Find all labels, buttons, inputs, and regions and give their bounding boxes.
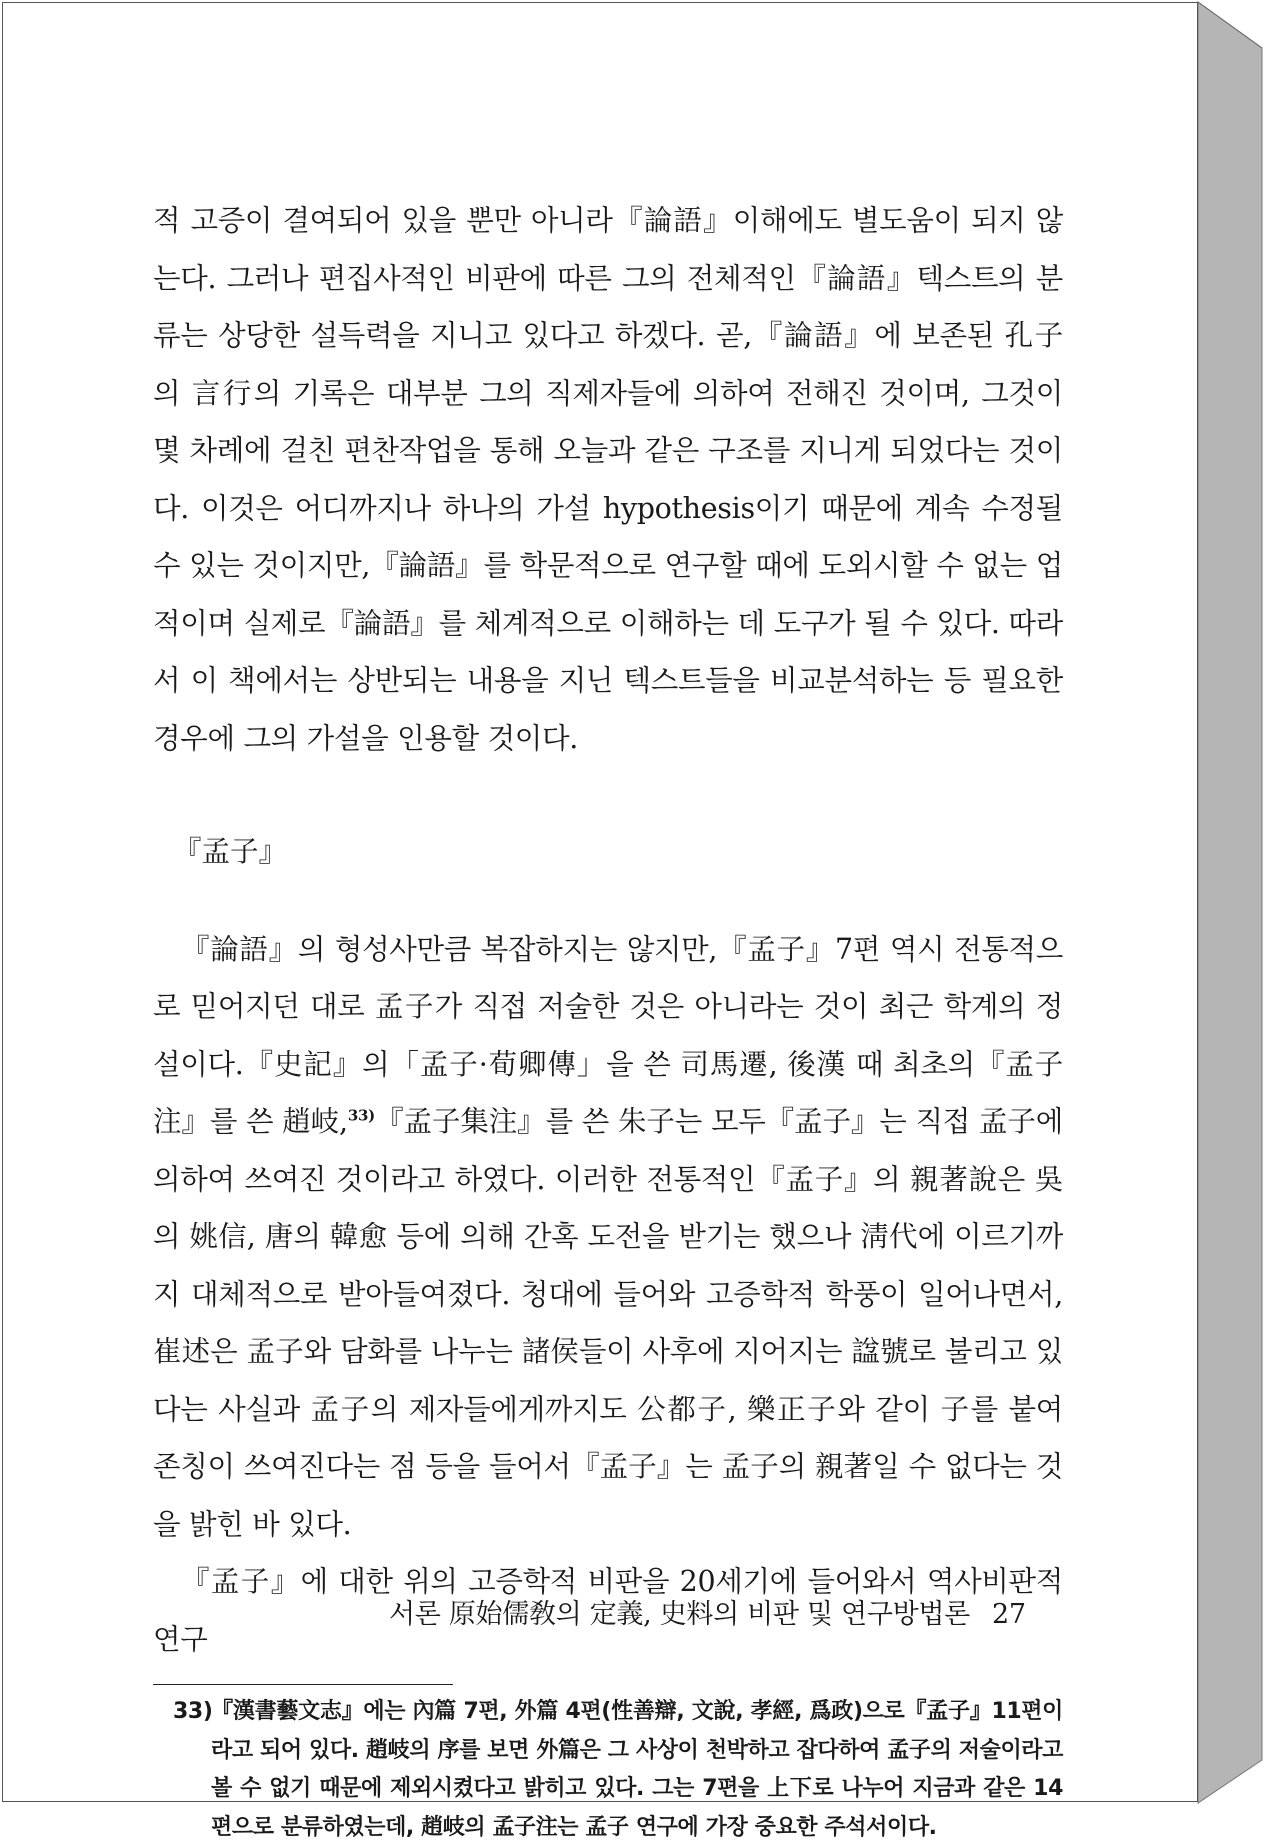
- body-paragraph-2: [153, 921, 1063, 1554]
- footnote-33: [173, 1693, 1063, 1847]
- footnote-reference: 33): [347, 1106, 375, 1125]
- book-page: [2, 2, 1198, 1840]
- running-footer: [389, 1590, 1029, 1640]
- footnote-number: 33): [173, 1699, 213, 1724]
- body-paragraph-3: 『孟子』에 대한 위의 고증학적 비판을 20세기에 들어와서 역사비판적 연구: [153, 1565, 1063, 1656]
- running-footer-title: 서론 原始儒敎의 定義, 史料의 비판 및 연구방법론: [389, 1599, 970, 1630]
- body-paragraph-1: 적 고증이 결여되어 있을 뿐만 아니라『論語』이해에도 별도움이 되지 않는다. 그러나 편집사적인 비판에 따른 그의 전체적인『論語』텍스트의 분류는 상당한 설득력을 지니고 있다고 하겠다. 곧,『論語』에 보존된 孔子의 言行의 기록은 대부분 그의 직제자들에 의하여 전해진 것이며, 그것이 몇 차례에 걸친 편찬작업을 통해 오늘과 같은 구조를 지니게 되었다는 것이다. 이것은 어디까지나 하나의 가설 hypothesis이기 때문에 계속 수정될 수 있는 것이지만,『論語』를 학문적으로 연구할 때에 도외시할 수 없는 업적이며 실제로『論語』를 체계적으로 이해하는 데 도구가 될 수 있다. 따라서 이 책에서는 상반되는 내용을 지닌 텍스트들을 비교분석하는 등 필요한 경우에 그의 가설을 인용할 것이다.: [153, 204, 1063, 755]
- footnote-divider: [153, 1684, 453, 1685]
- body-paragraph-2-rest: 『孟子集注』를 쓴 朱子는 모두『孟子』는 직접 孟子에 의하여 쓰여진 것이라고 하였다. 이러한 전통적인『孟子』의 親著說은 吳의 姚信, 唐의 韓愈 등에 의해 간혹 도전을 받기는 했으나 淸代에 이르기까지 대체적으로 받아들여졌다. 청대에 들어와 고증학적 학풍이 일어나면서, 崔述은 孟子와 담화를 나누는 諸侯들이 사후에 지어지는 諡號로 불리고 있다는 사실과 孟子의 제자들에게까지도 公都子, 樂正子와 같이 子를 붙여 존칭이 쓰여진다는 점 등을 들어서『孟子』는 孟子의 親著일 수 없다는 것을 밝힌 바 있다.: [153, 1105, 1063, 1541]
- page-number: 27: [991, 1599, 1026, 1630]
- footnote-text: 『漢書藝文志』에는 內篇 7편, 外篇 4편(性善辯, 文說, 孝經, 爲政)으로『孟子』11편이라고 되어 있다. 趙岐의 序를 보면 外篇은 그 사상이 천박하고 잡다하여 孟子의 저술이라고 볼 수 없기 때문에 제외시켰다고 밝히고 있다. 그는 7편을 上下로 나누어 지금과 같은 14편으로 분류하였는데, 趙岐의 孟子注는 孟子 연구에 가장 중요한 주석서이다.: [211, 1699, 1063, 1840]
- section-heading: 『孟子』: [173, 835, 288, 868]
- body-paragraph-2-start: 『論語』의 형성사만큼 복잡하지는 않지만,『孟子』7편 역시 전통적으로 믿어지던 대로 孟子가 직접 저술한 것은 아니라는 것이 최근 학계의 정설이다.『史記』의「孟子·荀卿傳」을 쓴 司馬遷, 後漢 때 최초의『孟子注』를 쓴 趙岐,: [153, 932, 1063, 1138]
